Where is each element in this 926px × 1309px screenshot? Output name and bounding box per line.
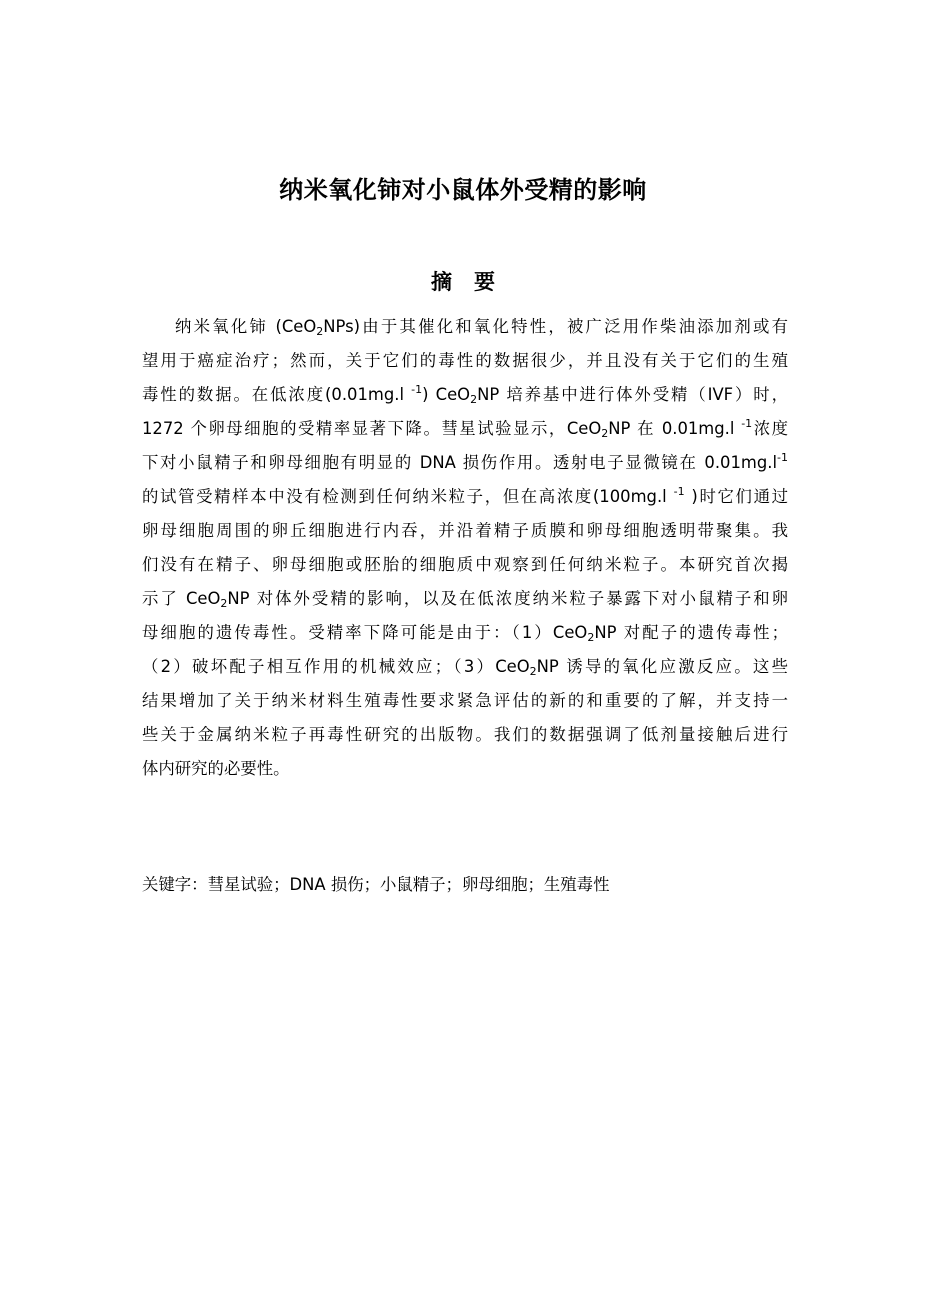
text-run: 望用于癌症治疗；然而，关于它们的毒性的数据很少，并且没有关于它们的生殖 [142, 351, 788, 370]
abstract-line-14 [142, 752, 788, 786]
abstract-line-10 [142, 616, 788, 650]
text-run: 毒性的数据。在低浓度(0.01mg.l [142, 385, 412, 404]
abstract-line-8 [142, 548, 788, 582]
text-run: NP 对配子的遗传毒性； [594, 623, 788, 642]
abstract-line-3 [142, 378, 788, 412]
abstract-heading-char-1: 摘 [431, 270, 452, 294]
superscript: -1 [741, 417, 753, 430]
text-run: 浓度 [752, 419, 789, 438]
text-run: ) CeO [422, 385, 471, 404]
text-run: NP 培养基中进行体外受精（IVF）时， [477, 385, 788, 404]
text-run: 的试管受精样本中没有检测到任何纳米粒子，但在高浓度(100mg.l [142, 487, 674, 506]
text-run: 们没有在精子、卵母细胞或胚胎的细胞质中观察到任何纳米粒子。本研究首次揭 [142, 555, 788, 574]
subscript: 2 [587, 631, 595, 644]
abstract-heading [0, 266, 926, 296]
text-run: NP 在 0.01mg.l [608, 419, 742, 438]
text-run: )时它们通过 [684, 487, 788, 506]
superscript: -1 [673, 485, 685, 498]
subscript: 2 [601, 427, 609, 440]
text-run: 体内研究的必要性。 [142, 759, 290, 778]
keywords [142, 868, 788, 902]
text-run: 些关于金属纳米粒子再毒性研究的出版物。我们的数据强调了低剂量接触后进行 [142, 725, 788, 744]
abstract-heading-char-2: 要 [474, 270, 495, 294]
text-run: 下对小鼠精子和卵母细胞有明显的 DNA 损伤作用。透射电子显微镜在 0.01mg.l [142, 453, 778, 472]
abstract-line-11 [142, 650, 788, 684]
superscript: -1 [411, 383, 423, 396]
subscript: 2 [529, 665, 537, 678]
subscript: 2 [316, 325, 324, 338]
abstract-line-13 [142, 718, 788, 752]
text-run: （2）破坏配子相互作用的机械效应；（3）CeO [142, 657, 530, 676]
text-run: NPs)由于其催化和氧化特性，被广泛用作柴油添加剂或有 [323, 317, 788, 336]
abstract-line-1 [142, 310, 788, 344]
text-run: 1272 个卵母细胞的受精率显著下降。彗星试验显示，CeO [142, 419, 602, 438]
abstract-body [142, 310, 788, 786]
subscript: 2 [220, 597, 228, 610]
abstract-line-6 [142, 480, 788, 514]
text-run: 结果增加了关于纳米材料生殖毒性要求紧急评估的新的和重要的了解，并支持一 [142, 691, 788, 710]
abstract-line-7 [142, 514, 788, 548]
keywords-label: 关键字： [142, 875, 208, 894]
subscript: 2 [470, 393, 478, 406]
abstract-line-5 [142, 446, 788, 480]
text-run: 纳米氧化铈 (CeO [175, 317, 317, 336]
text-run: 母细胞的遗传毒性。受精率下降可能是由于：（1）CeO [142, 623, 588, 642]
abstract-line-9 [142, 582, 788, 616]
superscript: -1 [777, 451, 788, 464]
document-title: 纳米氧化铈对小鼠体外受精的影响 [279, 176, 647, 204]
abstract-line-12 [142, 684, 788, 718]
text-run: 示了 CeO [142, 589, 221, 608]
text-run: 卵母细胞周围的卵丘细胞进行内吞，并沿着精子质膜和卵母细胞透明带聚集。我 [142, 521, 788, 540]
keywords-text: 彗星试验；DNA 损伤；小鼠精子；卵母细胞；生殖毒性 [207, 875, 610, 894]
abstract-line-2 [142, 344, 788, 378]
text-run: NP 对体外受精的影响，以及在低浓度纳米粒子暴露下对小鼠精子和卵 [227, 589, 789, 608]
abstract-line-4 [142, 412, 788, 446]
text-run: NP 诱导的氧化应激反应。这些 [536, 657, 788, 676]
